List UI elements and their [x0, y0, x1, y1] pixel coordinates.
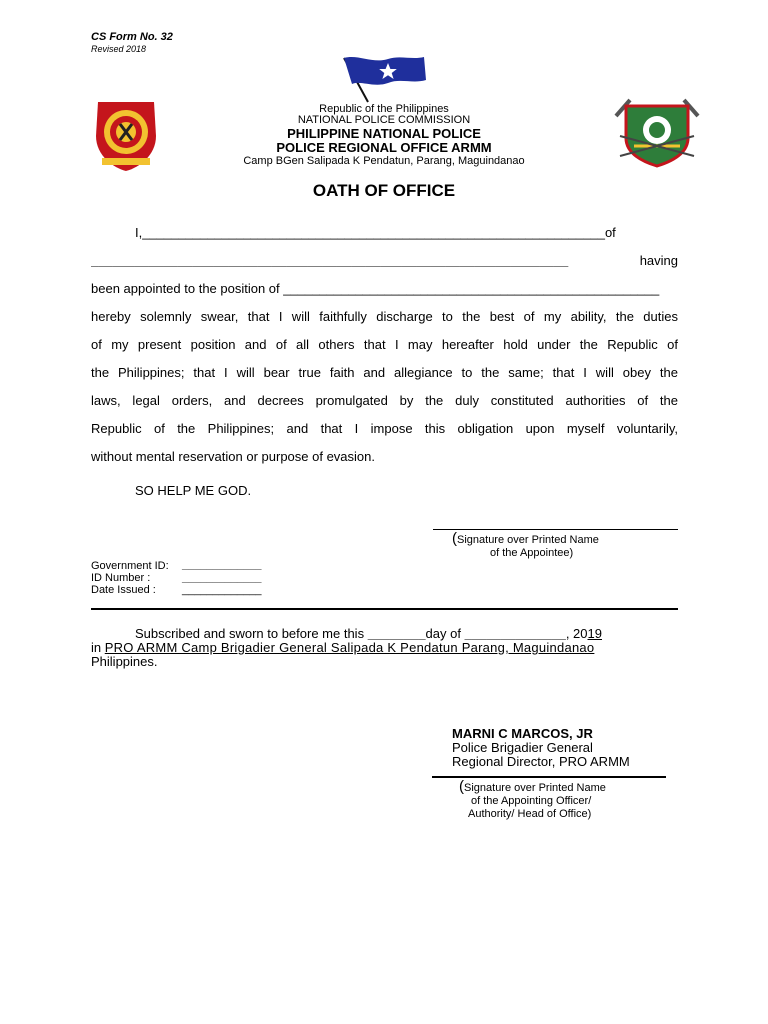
- commission-line: NATIONAL POLICE COMMISSION: [297, 114, 471, 126]
- year-value: 19: [587, 626, 602, 641]
- date-issued-field[interactable]: _____________: [182, 584, 262, 596]
- oath-line-position: been appointed to the position of ____________________________________________________: [91, 282, 660, 296]
- oath-paragraph-5: Republic of the Philippines; and that I impose this obligation upon myself voluntarily,: [91, 421, 678, 436]
- jurat-line-3: Philippines.: [91, 654, 158, 669]
- gov-id-field[interactable]: _____________: [182, 559, 262, 571]
- closing-line: SO HELP ME GOD.: [135, 483, 252, 498]
- page-title: OATH OF OFFICE: [312, 181, 456, 200]
- gov-id-label: Government ID:: [91, 560, 169, 572]
- id-number-field[interactable]: _____________: [182, 572, 262, 584]
- address-line: Camp BGen Salipada K Pendatun, Parang, Maguindanao: [243, 155, 525, 167]
- oath-paragraph-4: laws, legal orders, and decrees promulgated by the duly constituted authorities of the: [91, 393, 678, 408]
- appointee-signature-caption-2: of the Appointee): [490, 547, 574, 559]
- republic-line: Republic of the Philippines: [319, 103, 449, 115]
- jurat-line-1: Subscribed and sworn to before me this ________day of ______________, 2019: [135, 626, 602, 641]
- officer-signature-line[interactable]: [432, 776, 666, 778]
- oath-line-address: __________________________________________________________________ having: [91, 254, 678, 268]
- id-number-label: ID Number :: [91, 572, 151, 584]
- officer-signature-caption: (Signature over Printed Name: [459, 778, 606, 795]
- form-number: CS Form No. 32: [91, 31, 173, 43]
- officer-signature-caption-3: Authority/ Head of Office): [468, 808, 592, 820]
- position-blank[interactable]: ____________________________________________________: [283, 282, 660, 296]
- officer-position: Regional Director, PRO ARMM: [452, 754, 630, 769]
- flag-icon: [338, 54, 430, 104]
- day-blank[interactable]: ________: [367, 626, 426, 641]
- office-line: POLICE REGIONAL OFFICE ARMM: [276, 140, 492, 155]
- name-blank[interactable]: ________________________________________________________________: [142, 226, 605, 240]
- appointee-signature-caption: (Signature over Printed Name: [452, 530, 599, 547]
- form-revision: Revised 2018: [91, 44, 147, 54]
- jurat-place: PRO ARMM Camp Brigadier General Salipada K Pendatun Parang, Maguindanao: [104, 640, 595, 655]
- jurat-line-2: in PRO ARMM Camp Brigadier General Salipada K Pendatun Parang, Maguindanao: [91, 640, 595, 655]
- oath-line-name: I,________________________________________________________________of: [135, 226, 616, 240]
- oath-paragraph-6: without mental reservation or purpose of evasion.: [91, 449, 375, 464]
- officer-name: MARNI C MARCOS, JR: [452, 726, 593, 741]
- oath-paragraph-1: hereby solemnly swear, that I will faithfully discharge to the best of my ability, the duties: [91, 309, 678, 324]
- agency-line: PHILIPPINE NATIONAL POLICE: [287, 126, 481, 141]
- oath-paragraph-2: of my present position and of all others that I may hereafter hold under the Republic of: [91, 337, 678, 352]
- address-blank[interactable]: __________________________________________________________________: [91, 254, 569, 268]
- month-blank[interactable]: ______________: [464, 626, 566, 641]
- officer-rank: Police Brigadier General: [452, 740, 593, 755]
- appointee-signature-line[interactable]: [433, 529, 678, 530]
- oath-paragraph-3: the Philippines; that I will bear true faith and allegiance to the same; that I will obey the: [91, 365, 678, 380]
- date-issued-label: Date Issued :: [91, 584, 156, 596]
- section-divider: [91, 608, 678, 610]
- officer-signature-caption-2: of the Appointing Officer/: [471, 795, 592, 807]
